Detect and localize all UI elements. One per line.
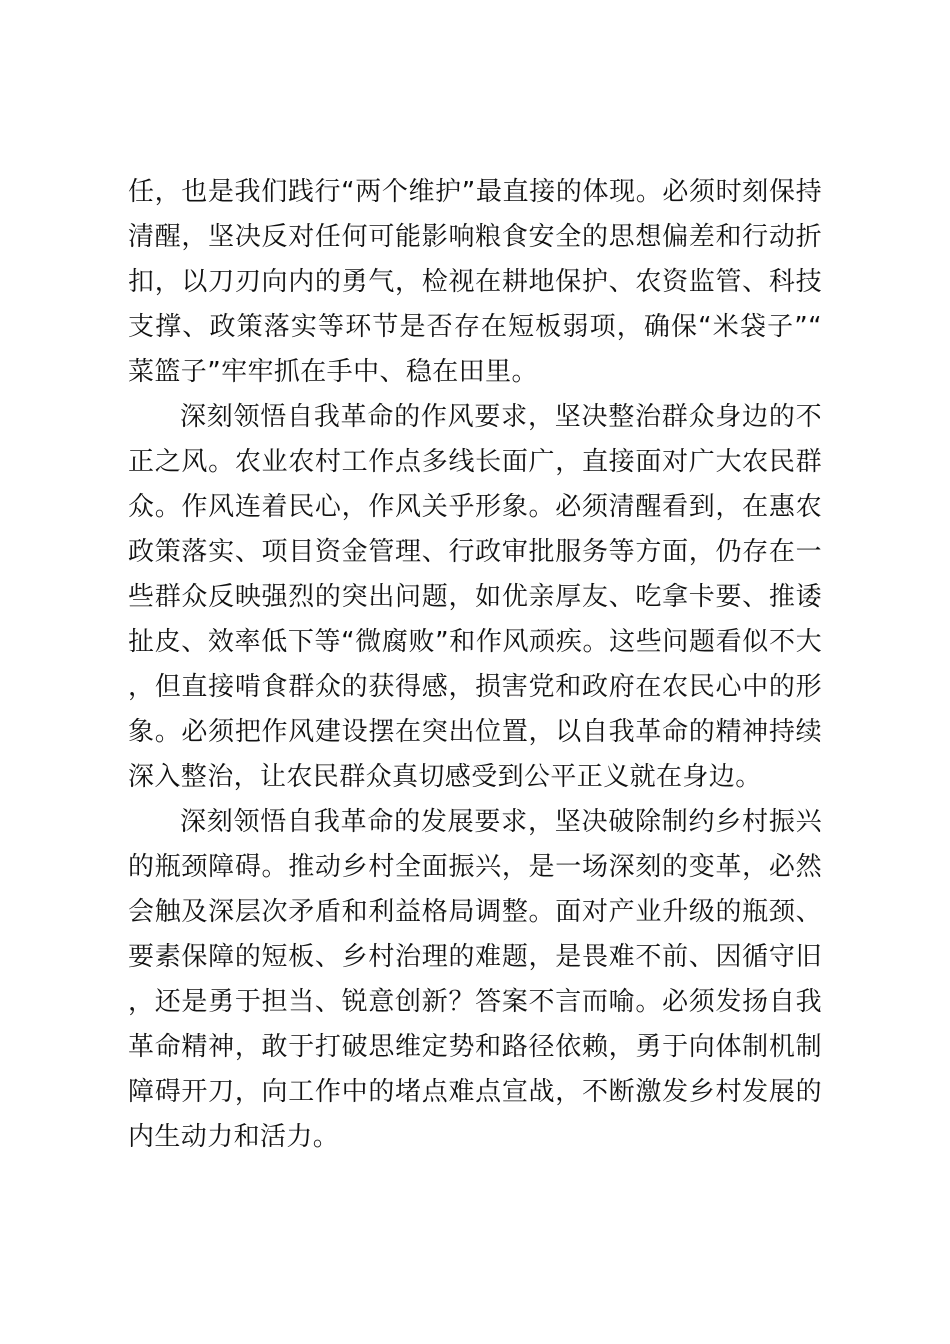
document-body xyxy=(128,170,822,1160)
paragraph-2: 深刻领悟自我革命的作风要求，坚决整治群众身边的不正之风。农业农村工作点多线长面广，直接面对广大农民群众。作风连着民心，作风关乎形象。必须清醒看到，在惠农政策落实、项目资金管理、行政审批服务等方面，仍存在一些群众反映强烈的突出问题，如优亲厚友、吃拿卡要、推诿扯皮、效率低下等“微腐败”和作风顽疾。这些问题看似不大，但直接啃食群众的获得感，损害党和政府在农民心中的形象。必须把作风建设摆在突出位置，以自我革命的精神持续深入整治，让农民群众真切感受到公平正义就在身边。 xyxy=(128,402,822,792)
paragraph-1: 任，也是我们践行“两个维护”最直接的体现。必须时刻保持清醒，坚决反对任何可能影响粮食安全的思想偏差和行动折扣，以刀刃向内的勇气，检视在耕地保护、农资监管、科技支撑、政策落实等环节是否存在短板弱项，确保“米袋子”“菜篮子”牢牢抓在手中、稳在田里。 xyxy=(128,177,822,387)
paragraph-3: 深刻领悟自我革命的发展要求，坚决破除制约乡村振兴的瓶颈障碍。推动乡村全面振兴，是一场深刻的变革，必然会触及深层次矛盾和利益格局调整。面对产业升级的瓶颈、要素保障的短板、乡村治理的难题，是畏难不前、因循守旧，还是勇于担当、锐意创新？答案不言而喻。必须发扬自我革命精神，敢于打破思维定势和路径依赖，勇于向体制机制障碍开刀，向工作中的堵点难点宣战，不断激发乡村发展的内生动力和活力。 xyxy=(128,807,822,1152)
